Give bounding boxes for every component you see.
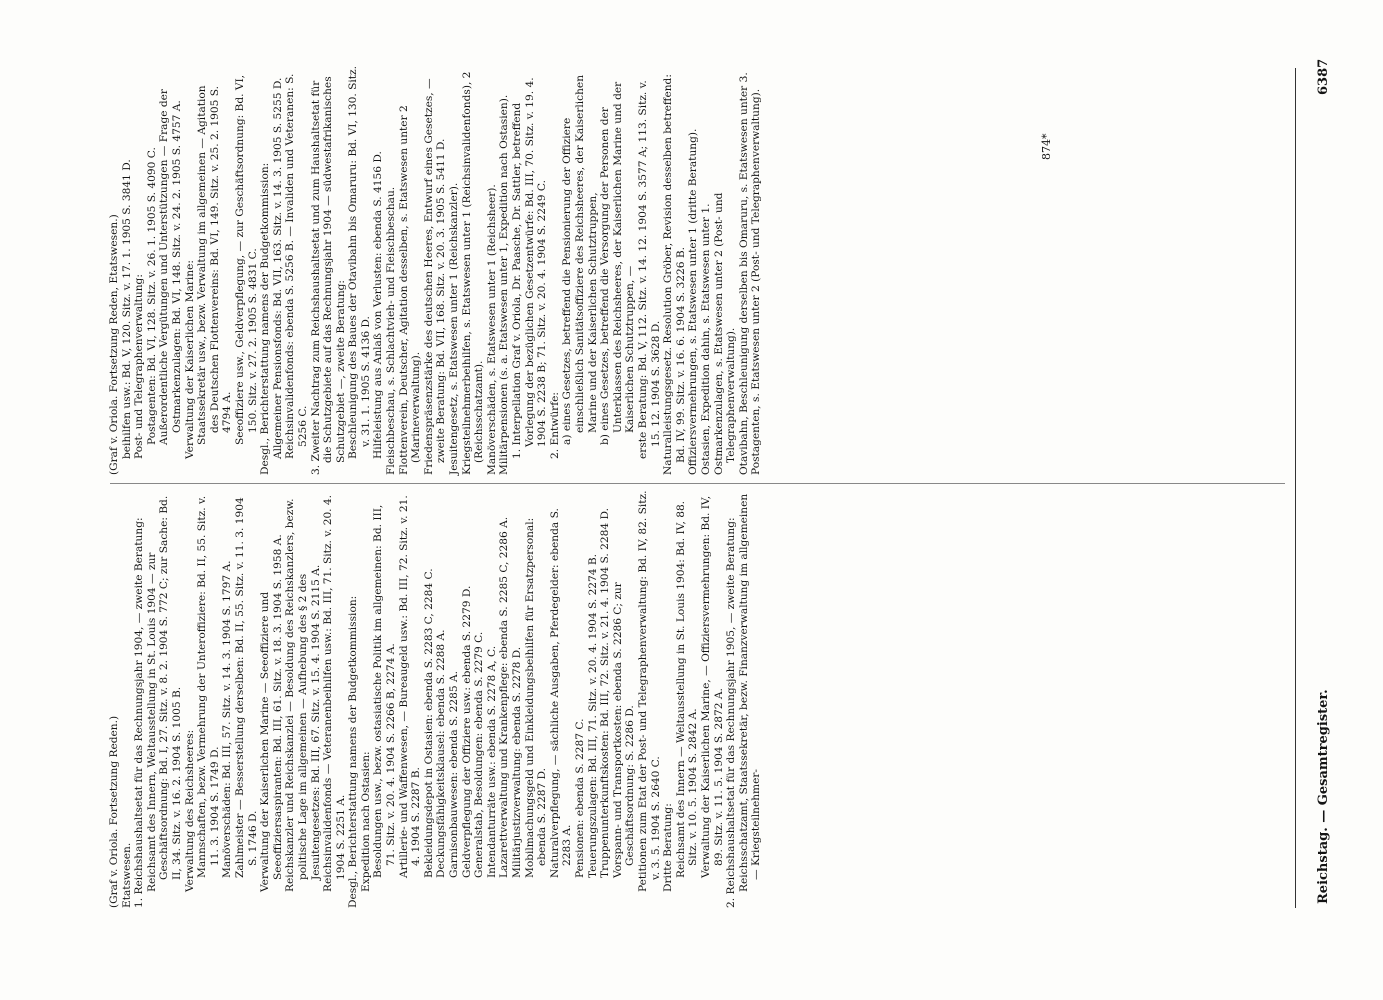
index-entry: Artillerie- und Waffenwesen, — Bureaugeld usw.: Bd. III, 72. Sitz. v. 21. 4. 1904 S. 2287 B.	[397, 495, 423, 878]
signature-mark: 874*	[1040, 133, 1053, 160]
index-entry: Besoldungen usw., bezw. ostasiatische Politik im allgemeinen: Bd. III, 71. Sitz. v. 20. 4. 1904 S. 2266 B, 2274 A.	[372, 504, 398, 878]
index-entry: Friedenspräsenzstärke des deutschen Heeres, Entwurf eines Gesetzes, — zweite Beratung: Bd. VII, 168. Sitz. v. 20. 3. 1905 S. 5411 D.	[422, 78, 448, 475]
right-column	[108, 65, 763, 475]
index-entry: Beschleunigung des Baues der Otavibahn bis Omaruru: Bd. VI, 130. Sitz. v. 31. 1. 1905 S. 4136 D.	[347, 66, 372, 459]
index-entry: Reichsschatzamt, Staatssekretär, bezw. Finanzverwaltung im allgemeinen — Kriegsteilnehmer-	[737, 493, 763, 892]
index-entry: Außerordentliche Vergütungen und Unterstützungen — Frage der Ostmarkenzulagen: Bd. VI, 148. Sitz. v. 24. 2. 1905 S. 4757 A.	[158, 89, 183, 445]
index-entry: Intendanturräte usw.: ebenda S. 2278 A, C.	[485, 645, 498, 878]
index-entry: Desgl., Berichterstattung namens der Budgetkommission:	[259, 162, 272, 475]
index-entry: beihilfen usw.: Bd. V, 120. Sitz. v. 17. 1. 1905 S. 3841 D.	[120, 159, 133, 459]
index-entry: a) eines Gesetzes, betreffend die Pensionierung der Offiziere einschließlich Sanitätsoffiziere des Reichsheeres, der Kaiserlichen Marine und der Kaiserlichen Schutztruppen,	[561, 74, 599, 445]
index-entry: Offiziersvermehrungen, s. Etatswesen unter 1 (dritte Beratung).	[687, 128, 700, 475]
index-entry: Allgemeiner Pensionsfonds: Bd. VII, 163. Sitz. v. 14. 3. 1905 S. 5255 D.	[271, 77, 284, 459]
index-entry: Militärjustizverwaltung: ebenda S. 2278 D.	[511, 646, 523, 878]
index-entry: Expedition nach Ostasien:	[359, 751, 372, 892]
index-entry: Mobilmachungsgeld und Einkleidungsbeihilfen für Ersatzpersonal: ebenda S. 2287 D.	[523, 517, 549, 878]
index-entry: Verwaltung der Kaiserlichen Marine, — Offiziersvermehrungen: Bd. IV, 89. Sitz. v. 11. 5. 1904 S. 2872 A.	[699, 495, 725, 878]
index-entry: Dritte Beratung:	[662, 803, 675, 892]
index-entry: Postagenten: Bd. VI, 128. Sitz. v. 26. 1. 1905 S. 4090 C.	[145, 147, 158, 445]
index-entry: 1. Interpellation Graf v. Oriola, Dr. Paasche, Dr. Sattler, betreffend Vorlegung der bezüglichen Gesetzentwürfe: Bd. III, 70. Sitz. v. 19. 4. 1904 S. 2238 B; 71. Sitz. v. 20. 4. 1904 S. 2249 C.	[511, 77, 549, 459]
index-entry: erste Beratung: Bd. V, 112. Sitz. v. 14. 12. 1904 S. 3577 A; 113. Sitz. v. 15. 12. 1904 S. 3628 D.	[636, 80, 662, 459]
index-entry: Post- und Telegraphenverwaltung:	[133, 274, 146, 459]
index-entry: Petitionen zum Etat der Post- und Telegraphenverwaltung: Bd. IV, 82. Sitz. v. 3. 5. 1904 S. 2640 C.	[636, 490, 662, 892]
index-entry: Geldverpflegung der Offiziere usw.: ebenda S. 2279 D.	[460, 585, 473, 878]
index-entry: Lazarettverwaltung und Krankenpflege: ebenda S. 2285 C, 2286 A.	[498, 516, 511, 878]
index-entry: Verwaltung der Kaiserlichen Marine:	[183, 260, 196, 459]
index-entry: (Graf v. Oriola. Fortsetzung Reden, Etatswesen.)	[108, 214, 120, 475]
index-entry: 2. Reichshaushaltsetat für das Rechnungsjahr 1905, — zweite Beratung:	[725, 517, 738, 908]
index-entry: b) eines Gesetzes, betreffend die Versorgung der Personen der Unterklassen des Reichsheeres, der Kaiserlichen Marine und der Kaiserlichen Schutztruppen, —	[599, 81, 637, 445]
index-entry: Jesuitengesetz, s. Etatswesen unter 1 (Reichskanzler).	[448, 182, 461, 475]
index-entry: Ostasien, Expedition dahin, s. Etatswesen unter 1.	[699, 203, 712, 475]
index-entry: Reichskanzler und Reichskanzlei — Besoldung des Reichskanzlers, bezw. politische Lage im allgemeinen — Aufhebung des § 2 des Jesuitengesetzes: Bd. III, 67. Sitz. v. 15. 4. 1904 S. 2115 A.	[284, 498, 322, 892]
index-entry: Otavibahn, Beschleunigung derselben bis Omaruru, s. Etatswesen unter 3.	[737, 72, 750, 475]
index-entry: Etatswesen.	[120, 842, 133, 908]
index-entry: 2. Entwürfe:	[548, 391, 561, 459]
index-entry: 3. Zweiter Nachtrag zum Reichshaushaltsetat und zum Haushaltsetat für die Schutzgebiete auf das Rechnungsjahr 1904 — südwestafrikanisches Schutzgebiet —, zweite Beratung:	[309, 76, 347, 475]
running-head: Reichstag. — Gesamtregister.	[1316, 689, 1331, 904]
index-entry: Truppenunterkunftskosten: Bd. III, 72. Sitz. v. 21. 4. 1904 S. 2284 D.	[599, 508, 612, 878]
index-entry: Naturalverpflegung, — sächliche Ausgaben, Pferdegelder: ebenda S. 2283 A.	[548, 508, 574, 878]
index-entry: Manöverschäden, s. Etatswesen unter 1 (Reichsheer).	[485, 184, 498, 475]
index-entry: Vorspann- und Transportkosten: ebenda S. 2286 C; zur Geschäftsordnung: S. 2286 D.	[611, 582, 637, 878]
index-entry: Manöverschäden: Bd. III, 57. Sitz. v. 14. 3. 1904 S. 1797 A.	[221, 560, 234, 878]
index-entry: Kriegsteilnehmerbeihilfen, s. Etatswesen unter 1 (Reichsinvalidenfonds), 2 (Reichsschatzamt).	[460, 71, 486, 475]
index-entry: Generalstab, Besoldungen: ebenda S. 2279 C.	[473, 631, 486, 878]
left-column	[108, 488, 763, 908]
index-entry: Garnisonbauwesen: ebenda S. 2285 A.	[448, 671, 461, 878]
index-entry: Reichsinvalidenfonds: ebenda S. 5256 B. — Invaliden und Veteranen: S. 5256 C.	[284, 73, 309, 459]
index-entry: Flottenverein, Deutscher, Agitation desselben, s. Etatswesen unter 2 (Marineverwaltung).	[397, 105, 423, 475]
index-entry: (Graf v. Oriola. Fortsetzung Reden.)	[108, 715, 120, 908]
index-entry: Postagenten, s. Etatswesen unter 2 (Post- und Telegraphenverwaltung).	[750, 88, 763, 475]
column-divider	[110, 483, 1285, 484]
index-entry: Seeoffiziere usw., Geldverpflegung, — zur Geschäftsordnung: Bd. VI, 150. Sitz. v. 27. 2. 1905 S. 4831 C.	[233, 74, 259, 445]
index-entry: Bekleidungsdepot in Ostasien: ebenda S. 2283 C, 2284 C.	[422, 568, 435, 878]
index-entry: Teuerungszulagen: Bd. III, 71. Sitz. v. 20. 4. 1904 S. 2274 B.	[586, 553, 599, 878]
index-entry: Reichsamt des Innern — Weltausstellung in St. Louis 1904: Bd. IV, 88. Sitz. v. 10. 5. 1904 S. 2842 A.	[674, 500, 700, 878]
page-number: 6387	[1316, 58, 1331, 95]
index-entry: Reichsinvalidenfonds — Veteranenbeihilfen usw.: Bd. III, 71. Sitz. v. 20. 4. 1904 S. 2251 A.	[322, 494, 347, 892]
index-entry: Verwaltung des Reichsheeres:	[183, 729, 196, 892]
index-entry: Ostmarkenzulagen, s. Etatswesen unter 2 (Post- und Telegraphenverwaltung).	[712, 192, 738, 475]
index-entry: Pensionen: ebenda S. 2287 C.	[573, 718, 586, 878]
index-entry: Zahlmeister — Besserstellung derselben: Bd. II, 55. Sitz. v. 11. 3. 1904 S. 1746 D.	[233, 497, 259, 878]
header-rule	[1295, 68, 1296, 908]
index-entry: Naturalleistungsgesetz. Resolution Gröber, Revision desselben betreffend: Bd. IV, 99. Sitz. v. 16. 6. 1904 S. 3226 B.	[662, 74, 687, 475]
index-entry: Fleischbeschau, s. Schlachtvieh- und Fleischbeschau.	[385, 186, 398, 475]
index-entry: Deckungsfähigkeitsklausel: ebenda S. 2288 A.	[435, 629, 448, 878]
index-entry: 1. Reichshaushaltsetat für das Rechnungsjahr 1904, — zweite Beratung:	[133, 517, 146, 908]
index-entry: Reichsamt des Innern, Weltausstellung in St. Louis 1904 — zur Geschäftsordnung: Bd. I, 27. Sitz. v. 8. 2. 1904 S. 772 C; zur Sache: Bd. II, 34. Sitz. v. 16. 2. 1904 S. 1005 B.	[145, 495, 183, 892]
index-entry: Militärpensionen (s. a. Etatswesen unter 1, Expedition nach Ostasien).	[498, 94, 511, 475]
index-entry: Staatssekretär usw., bezw. Verwaltung im allgemeinen — Agitation des Deutschen Flottenvereins: Bd. VI, 149. Sitz. v. 25. 2. 1905 S. 4794 A.	[196, 85, 234, 445]
index-entry: Mannschaften, bezw. Vermehrung der Unteroffiziere: Bd. II, 55. Sitz. v. 11. 3. 1904 S. 1749 D.	[196, 495, 221, 878]
index-entry: Hilfeleistung aus Anlaß von Verlusten: ebenda S. 4156 D.	[372, 151, 385, 459]
index-entry: Desgl., Berichterstattung namens der Budgetkommission:	[347, 595, 360, 908]
index-entry: Verwaltung der Kaiserlichen Marine — Seeoffiziere und Seeoffiziersaspiranten: Bd. III, 61. Sitz. v. 18. 3. 1904 S. 1958 A.	[259, 534, 284, 892]
